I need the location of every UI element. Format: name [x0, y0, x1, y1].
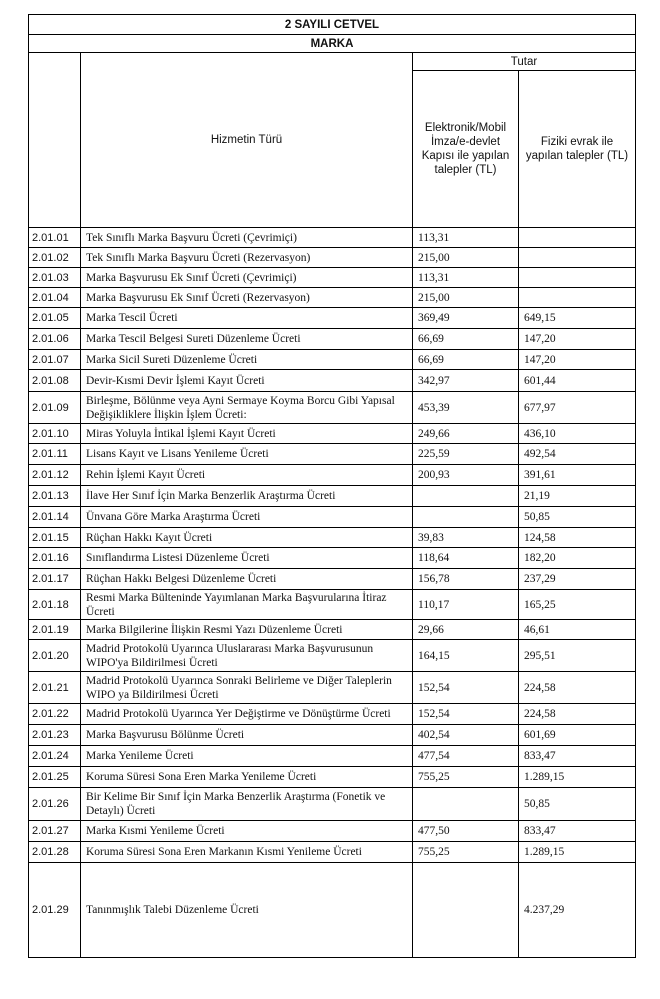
row-service-name: Birleşme, Bölünme veya Ayni Sermaye Koyma Borcu Gibi Yapısal Değişikliklere İlişkin İşlem Ücreti: [81, 392, 413, 423]
row-electronic-fee: 66,69 [413, 350, 519, 369]
row-service-name: Marka Başvurusu Bölünme Ücreti [81, 725, 413, 745]
row-electronic-fee: 152,54 [413, 704, 519, 724]
row-code: 2.01.22 [29, 704, 81, 724]
row-electronic-fee: 225,59 [413, 444, 519, 464]
table-row [29, 620, 635, 640]
row-service-name: Koruma Süresi Sona Eren Markanın Kısmi Yenileme Ücreti [81, 842, 413, 862]
row-physical-fee: 295,51 [524, 649, 556, 662]
row-physical-fee: 436,10 [524, 427, 556, 440]
row-service-name: Madrid Protokolü Uyarınca Yer Değiştirme ve Dönüştürme Ücreti [81, 704, 413, 724]
row-code: 2.01.15 [29, 528, 81, 547]
row-electronic-fee: 164,15 [413, 640, 519, 671]
row-electronic-fee: 113,31 [413, 268, 519, 287]
table-row [29, 842, 635, 863]
row-electronic-fee: 215,00 [413, 288, 519, 307]
table-subtitle: MARKA [29, 35, 635, 53]
row-service-name: Marka Başvurusu Ek Sınıf Ücreti (Çevrimiçi) [81, 268, 413, 287]
table-row [29, 486, 635, 507]
row-code: 2.01.10 [29, 424, 81, 443]
row-code: 2.01.24 [29, 746, 81, 766]
row-code: 2.01.18 [29, 590, 81, 619]
row-physical-fee: 237,29 [524, 573, 556, 585]
row-electronic-fee: 118,64 [413, 548, 519, 568]
table-row [29, 640, 635, 672]
row-physical-fee [519, 248, 635, 267]
row-physical-fee: 147,20 [524, 333, 556, 345]
row-code: 2.01.20 [29, 640, 81, 671]
row-code: 2.01.27 [29, 821, 81, 841]
row-code: 2.01.25 [29, 767, 81, 787]
row-electronic-fee: 39,83 [413, 528, 519, 547]
row-physical-fee: 147,20 [524, 353, 556, 366]
table-row [29, 350, 635, 370]
row-service-name: Marka Kısmi Yenileme Ücreti [81, 821, 413, 841]
row-service-name: Miras Yoluyla İntikal İşlemi Kayıt Ücreti [81, 424, 413, 443]
row-code: 2.01.17 [29, 569, 81, 589]
row-physical-fee: 833,47 [524, 750, 556, 762]
row-service-name: Marka Bilgilerine İlişkin Resmi Yazı Düzenleme Ücreti [81, 620, 413, 639]
table-row [29, 268, 635, 288]
header-physical: Fiziki evrak ile yapılan talepler (TL) [525, 136, 629, 162]
row-physical-fee: 4.237,29 [524, 904, 565, 916]
row-physical-fee: 124,58 [524, 531, 556, 544]
table-row [29, 424, 635, 444]
row-physical-fee: 50,85 [524, 511, 550, 523]
table-row [29, 370, 635, 392]
row-physical-fee: 492,54 [524, 448, 556, 460]
row-service-name: Madrid Protokolü Uyarınca Sonraki Belirleme ve Diğer Taleplerin WIPO ya Bildirilmesi Ücreti [81, 672, 413, 703]
row-code: 2.01.08 [29, 370, 81, 391]
row-service-name: Rehin İşlemi Kayıt Ücreti [81, 465, 413, 485]
row-service-name: Tanınmışlık Talebi Düzenleme Ücreti [81, 863, 413, 957]
table-title: 2 SAYILI CETVEL [29, 15, 635, 35]
row-physical-fee [519, 228, 635, 247]
row-code: 2.01.12 [29, 465, 81, 485]
row-service-name: Lisans Kayıt ve Lisans Yenileme Ücreti [81, 444, 413, 464]
row-code: 2.01.04 [29, 288, 81, 307]
row-service-name: İlave Her Sınıf İçin Marka Benzerlik Araştırma Ücreti [81, 486, 413, 506]
table-row [29, 444, 635, 465]
table-row [29, 569, 635, 590]
row-service-name: Rüçhan Hakkı Kayıt Ücreti [81, 528, 413, 547]
row-code: 2.01.02 [29, 248, 81, 267]
row-code: 2.01.26 [29, 788, 81, 820]
row-code: 2.01.09 [29, 392, 81, 423]
row-physical-fee: 46,61 [524, 623, 550, 636]
table-row [29, 392, 635, 424]
row-electronic-fee: 755,25 [413, 842, 519, 862]
row-code: 2.01.11 [29, 444, 81, 464]
header-amount-columns [413, 71, 635, 227]
row-code: 2.01.01 [29, 228, 81, 247]
row-code: 2.01.05 [29, 308, 81, 328]
row-service-name: Devir-Kısmi Devir İşlemi Kayıt Ücreti [81, 370, 413, 391]
table-row [29, 821, 635, 842]
table-header [29, 53, 635, 228]
table-row [29, 767, 635, 788]
row-service-name: Sınıflandırma Listesi Düzenleme Ücreti [81, 548, 413, 568]
row-physical-fee: 833,47 [524, 825, 556, 837]
row-code: 2.01.07 [29, 350, 81, 369]
row-physical-fee: 182,20 [524, 552, 556, 564]
table-row [29, 548, 635, 569]
table-row [29, 746, 635, 767]
row-electronic-fee: 29,66 [413, 620, 519, 639]
row-code: 2.01.16 [29, 548, 81, 568]
row-electronic-fee: 156,78 [413, 569, 519, 589]
table-row [29, 329, 635, 350]
table-row [29, 507, 635, 528]
row-electronic-fee: 755,25 [413, 767, 519, 787]
row-electronic-fee: 477,54 [413, 746, 519, 766]
table-row [29, 788, 635, 821]
row-code: 2.01.28 [29, 842, 81, 862]
row-physical-fee: 1.289,15 [524, 846, 565, 858]
row-electronic-fee [413, 863, 519, 957]
row-code: 2.01.14 [29, 507, 81, 527]
row-service-name: Tek Sınıflı Marka Başvuru Ücreti (Rezervasyon) [81, 248, 413, 267]
row-electronic-fee [413, 486, 519, 506]
row-code: 2.01.06 [29, 329, 81, 349]
row-code: 2.01.21 [29, 672, 81, 703]
row-service-name: Marka Tescil Ücreti [81, 308, 413, 328]
row-physical-fee: 50,85 [524, 798, 550, 810]
table-row [29, 308, 635, 329]
table-row [29, 590, 635, 620]
row-code: 2.01.29 [29, 863, 81, 957]
row-service-name: Koruma Süresi Sona Eren Marka Yenileme Ücreti [81, 767, 413, 787]
row-service-name: Marka Başvurusu Ek Sınıf Ücreti (Rezervasyon) [81, 288, 413, 307]
row-electronic-fee: 200,93 [413, 465, 519, 485]
row-electronic-fee: 66,69 [413, 329, 519, 349]
table-row [29, 248, 635, 268]
row-electronic-fee: 342,97 [413, 370, 519, 391]
table-row [29, 704, 635, 725]
row-physical-fee: 391,61 [524, 469, 556, 481]
row-service-name: Marka Yenileme Ücreti [81, 746, 413, 766]
table-row [29, 725, 635, 746]
table-row [29, 672, 635, 704]
row-service-name: Marka Sicil Sureti Düzenleme Ücreti [81, 350, 413, 369]
row-electronic-fee [413, 788, 519, 820]
row-service-name: Bir Kelime Bir Sınıf İçin Marka Benzerlik Araştırma (Fonetik ve Detaylı) Ücreti [81, 788, 413, 820]
row-electronic-fee: 249,66 [413, 424, 519, 443]
row-electronic-fee: 477,50 [413, 821, 519, 841]
header-amount-group [413, 53, 635, 227]
header-service-type: Hizmetin Türü [81, 53, 413, 227]
table-row [29, 465, 635, 486]
table-row [29, 288, 635, 308]
row-physical-fee: 165,25 [524, 598, 556, 611]
row-code: 2.01.23 [29, 725, 81, 745]
row-physical-fee [519, 288, 635, 307]
row-electronic-fee: 152,54 [413, 672, 519, 703]
row-code: 2.01.03 [29, 268, 81, 287]
table-body [29, 228, 635, 957]
row-physical-fee: 224,58 [524, 681, 556, 694]
row-service-name: Madrid Protokolü Uyarınca Uluslararası Marka Başvurusunun WIPO'ya Bildirilmesi Ücreti [81, 640, 413, 671]
row-code: 2.01.19 [29, 620, 81, 639]
row-code: 2.01.13 [29, 486, 81, 506]
row-physical-fee: 601,44 [524, 374, 556, 387]
row-electronic-fee: 453,39 [413, 392, 519, 423]
table-row [29, 528, 635, 548]
row-service-name: Tek Sınıflı Marka Başvuru Ücreti (Çevrimiçi) [81, 228, 413, 247]
row-physical-fee: 1.289,15 [524, 771, 565, 783]
row-physical-fee: 677,97 [524, 401, 556, 414]
row-physical-fee: 649,15 [524, 312, 556, 324]
table-row [29, 228, 635, 248]
header-amount: Tutar [413, 53, 635, 71]
row-physical-fee [519, 268, 635, 287]
row-service-name: Resmi Marka Bülteninde Yayımlanan Marka Başvurularına İtiraz Ücreti [81, 590, 413, 619]
row-electronic-fee: 402,54 [413, 725, 519, 745]
row-service-name: Marka Tescil Belgesi Sureti Düzenleme Ücreti [81, 329, 413, 349]
row-electronic-fee [413, 507, 519, 527]
row-service-name: Rüçhan Hakkı Belgesi Düzenleme Ücreti [81, 569, 413, 589]
row-electronic-fee: 369,49 [413, 308, 519, 328]
table-row [29, 863, 635, 957]
row-electronic-fee: 110,17 [413, 590, 519, 619]
row-electronic-fee: 215,00 [413, 248, 519, 267]
header-code-cell [29, 53, 81, 227]
row-physical-fee: 224,58 [524, 708, 556, 720]
row-physical-fee: 601,69 [524, 729, 556, 741]
fee-table [28, 14, 636, 958]
row-physical-fee: 21,19 [524, 490, 550, 502]
row-electronic-fee: 113,31 [413, 228, 519, 247]
header-electronic: Elektronik/Mobil İmza/e-devlet Kapısı ile yapılan talepler (TL) [413, 71, 519, 227]
row-service-name: Ünvana Göre Marka Araştırma Ücreti [81, 507, 413, 527]
